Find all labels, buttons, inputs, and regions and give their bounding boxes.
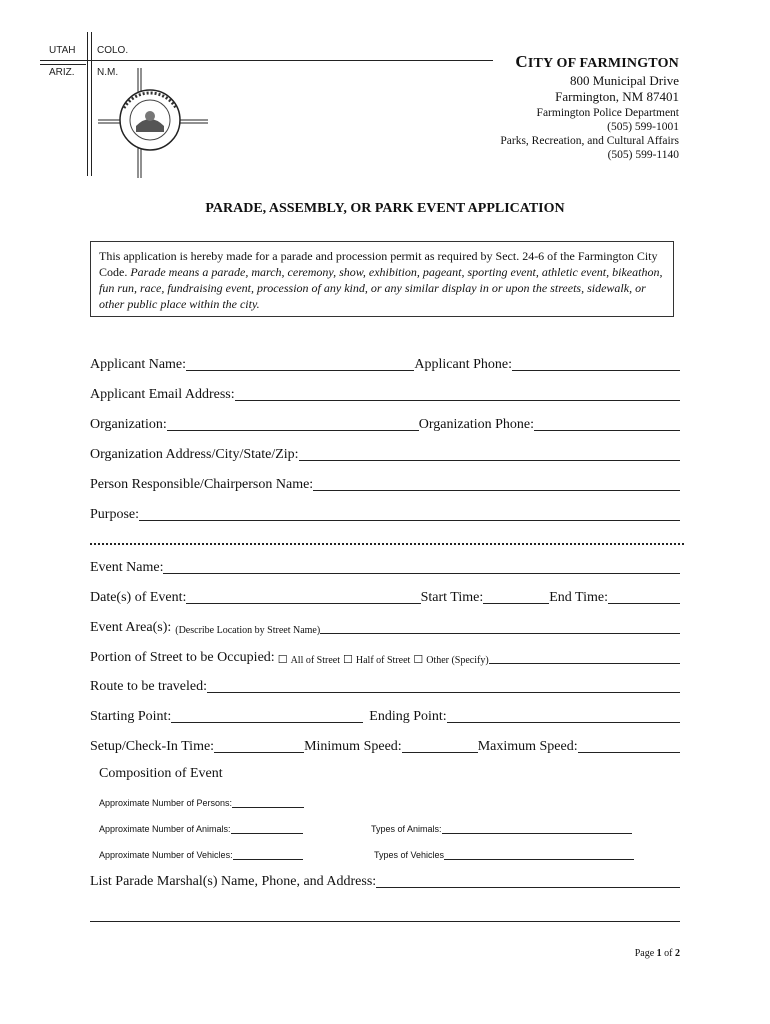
half-of-street-checkbox[interactable]: ☐ <box>343 654 353 666</box>
intro-text: This application is hereby made for a parade and procession permit as required by Sect. 24-6 of the Farmington City Code. <box>99 249 658 279</box>
ending-point-field[interactable] <box>447 708 680 723</box>
email-row <box>90 385 680 403</box>
marshals-field[interactable] <box>376 873 680 888</box>
person-responsible-row <box>90 475 680 493</box>
num-animals-label: Approximate Number of Animals: <box>99 824 231 834</box>
section-divider <box>90 543 684 545</box>
max-speed-label: Maximum Speed: <box>477 739 578 754</box>
start-time-field[interactable] <box>483 589 549 604</box>
num-persons-field[interactable] <box>232 797 304 808</box>
min-speed-field[interactable] <box>402 738 478 753</box>
other-label: Other (Specify) <box>426 655 489 666</box>
corner-label-nm: N.M. <box>97 67 119 78</box>
end-time-label: End Time: <box>549 590 608 605</box>
event-area-row <box>90 618 680 636</box>
dates-row <box>90 588 680 606</box>
applicant-email-label: Applicant Email Address: <box>90 387 235 402</box>
ending-point-label: Ending Point: <box>369 709 447 724</box>
purpose-row <box>90 505 680 523</box>
animals-row <box>99 820 303 834</box>
purpose-field[interactable] <box>139 506 680 521</box>
corner-label-colo: COLO. <box>97 45 129 56</box>
vehicles-row <box>99 846 303 860</box>
vehicle-types-row <box>374 846 634 860</box>
person-responsible-field[interactable] <box>313 476 680 491</box>
intro-definition: Parade means a parade, march, ceremony, show, exhibition, pageant, sporting event, athletic event, bikeathon, fun run, race, fundraising event, procession of any kind, or any similar display in or upon the streets, sidewalk, or other public place within the city. <box>99 265 663 311</box>
composition-heading: Composition of Event <box>99 766 223 781</box>
applicant-name-field[interactable] <box>186 356 414 371</box>
event-area-hint: (Describe Location by Street Name) <box>175 625 321 636</box>
page-number: Page 1 of 2 <box>634 948 680 959</box>
other-specify-field[interactable] <box>489 649 680 664</box>
types-animals-field[interactable] <box>442 823 632 834</box>
page-title: PARADE, ASSEMBLY, OR PARK EVENT APPLICATION <box>205 201 565 216</box>
parks-department: Parks, Recreation, and Cultural Affairs <box>500 135 679 147</box>
route-row <box>90 677 680 695</box>
other-checkbox[interactable]: ☐ <box>413 654 424 666</box>
starting-point-label: Starting Point: <box>90 709 172 724</box>
address-line-1: 800 Municipal Drive <box>569 73 679 88</box>
points-row <box>90 707 680 725</box>
setup-time-label: Setup/Check-In Time: <box>90 739 215 754</box>
speed-row <box>90 737 680 755</box>
portion-label: Portion of Street to be Occupied: <box>90 650 275 665</box>
starting-point-field[interactable] <box>171 708 363 723</box>
department-contacts <box>500 106 679 162</box>
applicant-row <box>90 355 680 373</box>
end-time-field[interactable] <box>608 589 680 604</box>
police-phone: (505) 599-1001 <box>607 121 679 133</box>
persons-row <box>99 794 304 808</box>
types-vehicles-field[interactable] <box>444 849 634 860</box>
route-label: Route to be traveled: <box>90 679 208 694</box>
org-address-row <box>90 445 680 463</box>
animal-types-row <box>371 820 632 834</box>
num-vehicles-label: Approximate Number of Vehicles: <box>99 850 233 860</box>
applicant-name-label: Applicant Name: <box>90 357 187 372</box>
event-name-field[interactable] <box>163 559 680 574</box>
purpose-label: Purpose: <box>90 507 139 522</box>
organization-row <box>90 415 680 433</box>
city-name: CITY OF FARMINGTON <box>515 52 679 71</box>
corner-label-ariz: ARIZ. <box>49 67 75 78</box>
event-name-row <box>90 558 680 576</box>
marshals-continuation-line[interactable] <box>90 921 680 922</box>
organization-address-label: Organization Address/City/State/Zip: <box>90 447 299 462</box>
max-speed-field[interactable] <box>578 738 680 753</box>
event-area-label: Event Area(s): <box>90 620 172 635</box>
start-time-label: Start Time: <box>420 590 484 605</box>
dates-field[interactable] <box>186 589 420 604</box>
city-address-block <box>555 74 679 104</box>
setup-time-field[interactable] <box>214 738 304 753</box>
all-of-street-label: All of Street <box>290 655 340 666</box>
organization-address-field[interactable] <box>299 446 680 461</box>
organization-phone-label: Organization Phone: <box>418 417 534 432</box>
route-field[interactable] <box>207 678 680 693</box>
types-animals-label: Types of Animals: <box>371 824 442 834</box>
organization-field[interactable] <box>167 416 419 431</box>
address-line-2: Farmington, NM 87401 <box>555 89 679 104</box>
num-animals-field[interactable] <box>231 823 303 834</box>
types-vehicles-label: Types of Vehicles <box>374 850 445 860</box>
applicant-phone-label: Applicant Phone: <box>414 357 512 372</box>
event-area-field[interactable] <box>320 619 680 634</box>
police-department: Farmington Police Department <box>536 107 679 119</box>
dates-label: Date(s) of Event: <box>90 590 187 605</box>
num-persons-label: Approximate Number of Persons: <box>99 798 233 808</box>
applicant-phone-field[interactable] <box>512 356 680 371</box>
corner-label-utah: UTAH <box>49 45 76 56</box>
all-of-street-checkbox[interactable]: ☐ <box>277 654 288 666</box>
marshals-label: List Parade Marshal(s) Name, Phone, and Address: <box>90 874 377 889</box>
city-seal-icon <box>98 68 208 178</box>
portion-row <box>90 648 680 666</box>
half-of-street-label: Half of Street <box>355 655 411 666</box>
parks-phone: (505) 599-1140 <box>607 149 679 161</box>
intro-box <box>90 241 674 317</box>
applicant-email-field[interactable] <box>235 386 680 401</box>
num-vehicles-field[interactable] <box>233 849 303 860</box>
four-corners-logo <box>40 30 200 180</box>
marshals-row <box>90 872 680 890</box>
organization-phone-field[interactable] <box>534 416 680 431</box>
organization-label: Organization: <box>90 417 167 432</box>
event-name-label: Event Name: <box>90 560 164 575</box>
min-speed-label: Minimum Speed: <box>304 739 402 754</box>
person-responsible-label: Person Responsible/Chairperson Name: <box>90 477 314 492</box>
